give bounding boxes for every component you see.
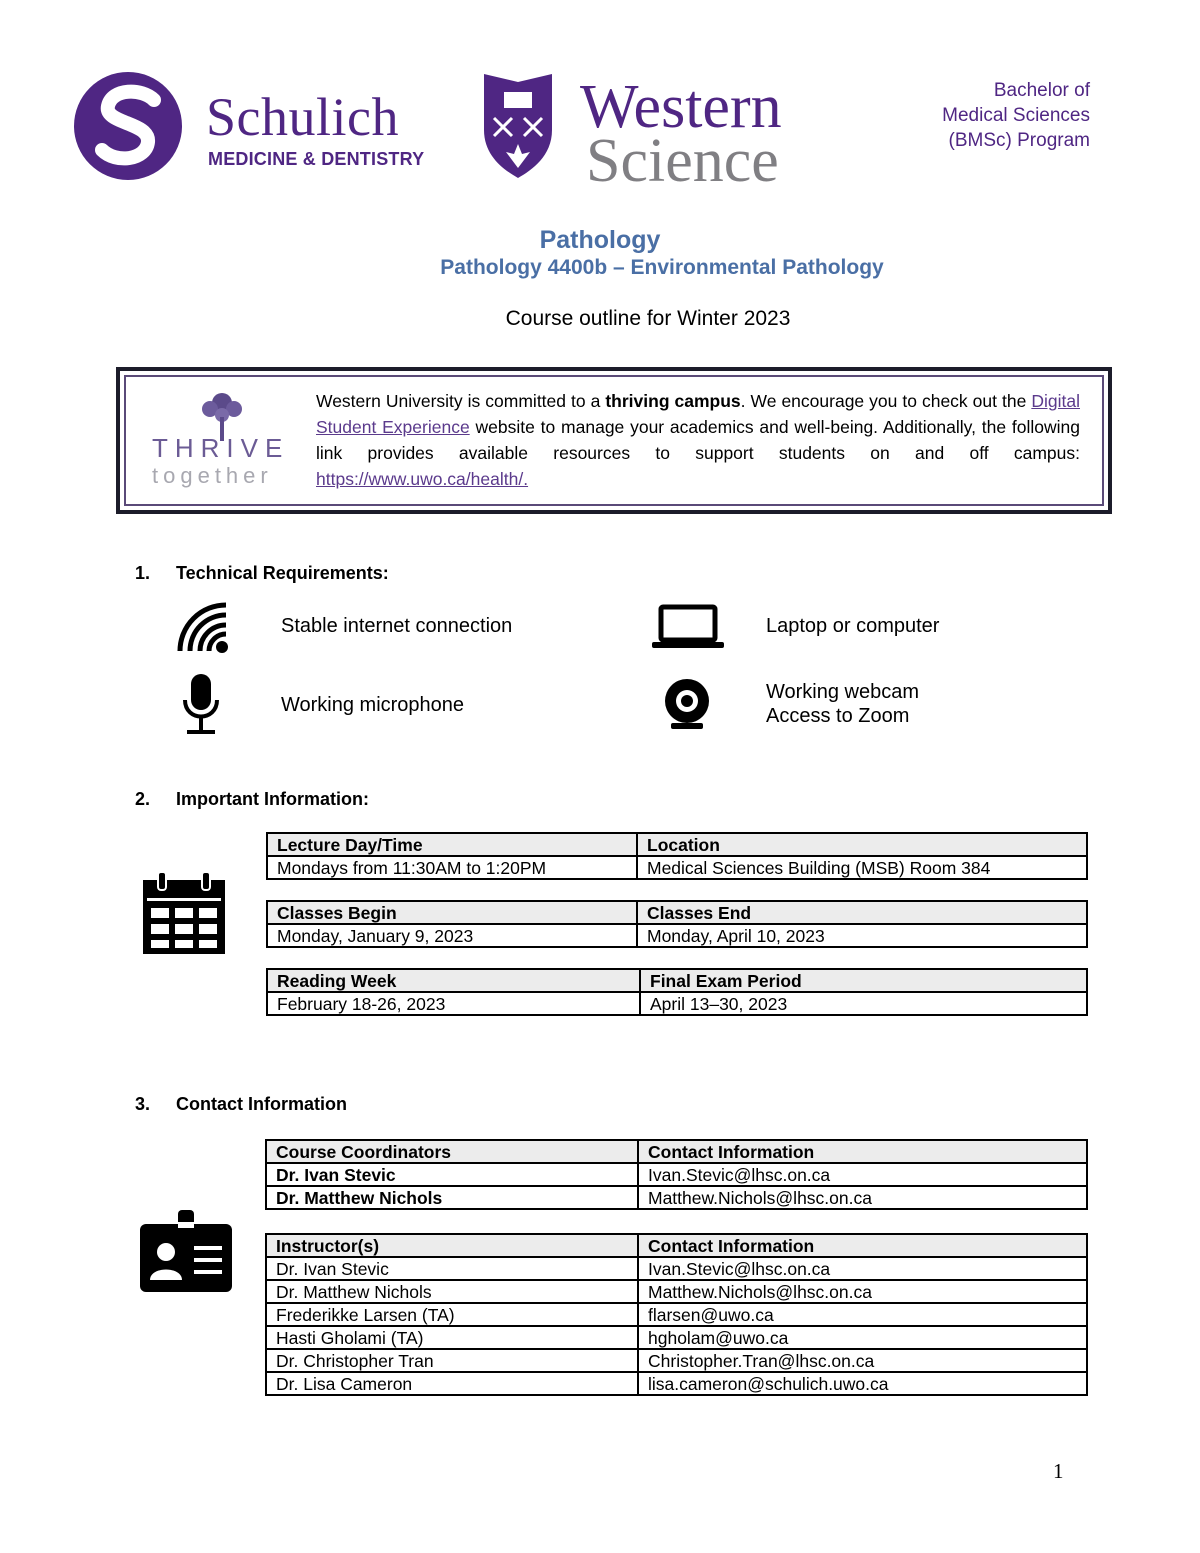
table-row	[266, 1372, 1087, 1395]
instructors-table	[265, 1233, 1088, 1396]
instructor-email: flarsen@uwo.ca	[638, 1303, 1087, 1326]
classes-end-value: Monday, April 10, 2023	[637, 924, 1087, 947]
bmsc-program-label	[890, 78, 1090, 153]
webcam-requirement: Working webcam	[766, 681, 920, 703]
coordinator-email: Ivan.Stevic@lhsc.on.ca	[638, 1163, 1087, 1186]
instructor-name: Dr. Ivan Stevic	[266, 1257, 638, 1280]
section-3-title: Contact Information	[176, 1094, 347, 1114]
reading-week-header: Reading Week	[267, 969, 640, 992]
department-title: Pathology	[539, 226, 661, 254]
thrive-word: THRIVE	[152, 433, 290, 463]
reading-week-value: February 18-26, 2023	[267, 992, 640, 1015]
instructors-contact-header: Contact Information	[638, 1234, 1087, 1257]
final-exam-value: April 13–30, 2023	[640, 992, 1087, 1015]
webcam-icon	[663, 677, 711, 731]
wifi-icon	[176, 601, 232, 653]
lecture-header: Lecture Day/Time	[267, 833, 637, 856]
schulich-logo	[72, 70, 432, 185]
schulich-s-icon	[72, 70, 184, 182]
schulich-name: Schulich	[206, 87, 399, 147]
final-exam-header: Final Exam Period	[640, 969, 1087, 992]
coordinators-table	[265, 1139, 1088, 1210]
thrive-text-a: Western University is committed to a	[316, 391, 606, 411]
instructor-name: Frederikke Larsen (TA)	[266, 1303, 638, 1326]
table-row	[266, 1280, 1087, 1303]
thrive-logo	[148, 389, 290, 489]
western-crest-icon	[472, 70, 564, 180]
instructor-email: hgholam@uwo.ca	[638, 1326, 1087, 1349]
health-resources-link[interactable]: https://www.uwo.ca/health/.	[316, 469, 529, 489]
lecture-value: Mondays from 11:30AM to 1:20PM	[267, 856, 637, 879]
location-header: Location	[637, 833, 1087, 856]
together-word: together	[152, 463, 273, 488]
table-row	[266, 1257, 1087, 1280]
schulich-subtitle: MEDICINE & DENTISTRY	[208, 149, 425, 169]
western-wordmark: Western	[580, 73, 782, 141]
classes-begin-value: Monday, January 9, 2023	[267, 924, 637, 947]
section-1-title: Technical Requirements:	[176, 563, 389, 583]
table-row	[266, 1186, 1087, 1209]
instructor-name: Dr. Matthew Nichols	[266, 1280, 638, 1303]
coordinator-name: Dr. Matthew Nichols	[266, 1186, 638, 1209]
instructor-email: Matthew.Nichols@lhsc.on.ca	[638, 1280, 1087, 1303]
zoom-requirement: Access to Zoom	[766, 705, 910, 727]
laptop-icon	[651, 604, 725, 650]
internet-requirement: Stable internet connection	[281, 615, 513, 637]
course-title: Pathology 4400b – Environmental Pathology	[440, 256, 884, 279]
section-1-number: 1.	[135, 563, 151, 583]
instructor-name: Dr. Christopher Tran	[266, 1349, 638, 1372]
table-row	[266, 1303, 1087, 1326]
instructor-email: Ivan.Stevic@lhsc.on.ca	[638, 1257, 1087, 1280]
coordinators-header: Course Coordinators	[266, 1140, 638, 1163]
id-badge-icon	[138, 1210, 234, 1294]
table-row	[266, 1326, 1087, 1349]
microphone-icon	[181, 672, 221, 736]
reading-week-table	[266, 968, 1088, 1016]
table-row	[266, 1349, 1087, 1372]
laptop-requirement: Laptop or computer	[766, 615, 940, 637]
western-science-logo	[472, 70, 822, 195]
instructors-header: Instructor(s)	[266, 1234, 638, 1257]
thrive-text-bold: thriving campus	[605, 391, 741, 411]
program-line-1: Bachelor of	[993, 80, 1090, 101]
table-row	[266, 1163, 1087, 1186]
instructor-name: Hasti Gholami (TA)	[266, 1326, 638, 1349]
digital-student-experience-link[interactable]: Digital Student Experience	[316, 391, 1080, 437]
location-value: Medical Sciences Building (MSB) Room 384	[637, 856, 1087, 879]
thrive-text-c: website to manage your academics and well-being. Additionally, the following link provides available resources to support students on and off campus:	[316, 417, 1080, 463]
program-line-2: Medical Sciences	[942, 105, 1090, 126]
section-2-number: 2.	[135, 789, 151, 809]
classes-table	[266, 900, 1088, 948]
coordinator-email: Matthew.Nichols@lhsc.on.ca	[638, 1186, 1087, 1209]
thrive-text-b: . We encourage you to check out the	[740, 391, 1032, 411]
calendar-icon	[141, 870, 227, 956]
program-line-3: (BMSc) Program	[948, 130, 1090, 151]
lecture-table	[266, 832, 1088, 880]
section-3-number: 3.	[135, 1094, 151, 1114]
coordinators-contact-header: Contact Information	[638, 1140, 1087, 1163]
coordinator-name: Dr. Ivan Stevic	[266, 1163, 638, 1186]
thrive-paragraph	[316, 388, 1080, 492]
classes-begin-header: Classes Begin	[267, 901, 637, 924]
section-2-title: Important Information:	[176, 789, 369, 809]
term-title: Course outline for Winter 2023	[505, 307, 791, 330]
instructor-name: Dr. Lisa Cameron	[266, 1372, 638, 1395]
instructor-email: lisa.cameron@schulich.uwo.ca	[638, 1372, 1087, 1395]
page-number: 1	[1053, 1459, 1064, 1483]
instructor-email: Christopher.Tran@lhsc.on.ca	[638, 1349, 1087, 1372]
microphone-requirement: Working microphone	[281, 694, 465, 716]
classes-end-header: Classes End	[637, 901, 1087, 924]
science-wordmark: Science	[586, 127, 779, 195]
thrive-notice-box	[116, 367, 1112, 514]
